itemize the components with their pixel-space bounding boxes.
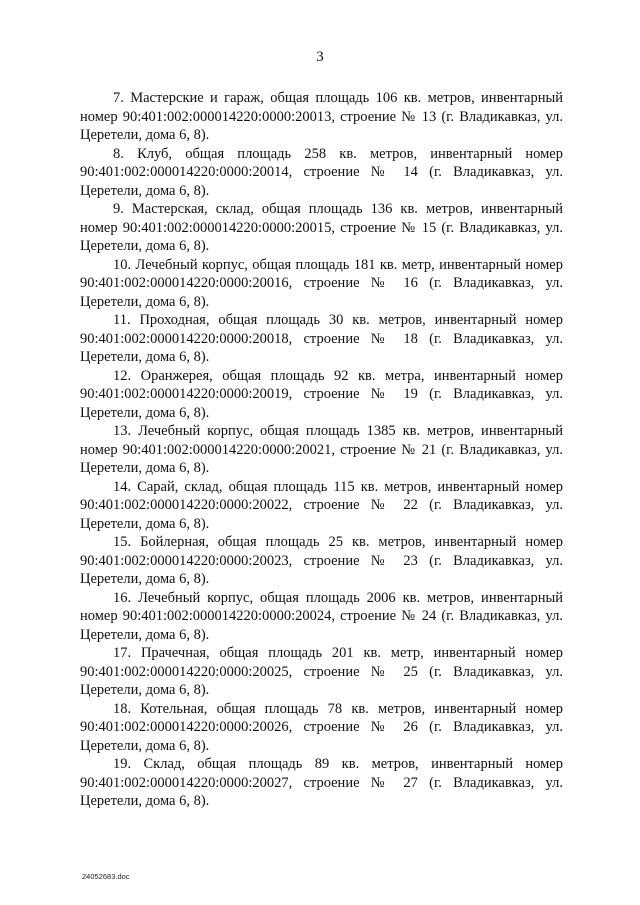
property-list — [80, 89, 563, 811]
list-item: 17. Прачечная, общая площадь 201 кв. метр, инвентарный номер 90:401:002:000014220:0000:20025, строение № 25 (г. Владикавказ, ул. Церетели, дома 6, 8). — [80, 645, 563, 698]
list-item: 18. Котельная, общая площадь 78 кв. метров, инвентарный номер 90:401:002:000014220:0000:20026, строение № 26 (г. Владикавказ, ул. Церетели, дома 6, 8). — [80, 700, 563, 754]
list-item: 8. Клуб, общая площадь 258 кв. метров, инвентарный номер 90:401:002:000014220:0000:20014, строение № 14 (г. Владикавказ, ул. Церетели, дома 6, 8). — [80, 145, 563, 199]
list-item: 16. Лечебный корпус, общая площадь 2006 кв. метров, инвентарный номер 90:401:002:000014220:0000:20024, строение № 24 (г. Владикавказ, ул. Церетели, дома 6, 8). — [80, 589, 563, 643]
list-item: 15. Бойлерная, общая площадь 25 кв. метров, инвентарный номер 90:401:002:000014220:0000:20023, строение № 23 (г. Владикавказ, ул. Церетели, дома 6, 8). — [80, 534, 563, 587]
list-item: 14. Сарай, склад, общая площадь 115 кв. метров, инвентарный номер 90:401:002:000014220:0000:20022, строение № 22 (г. Владикавказ, ул. Церетели, дома 6, 8). — [80, 478, 563, 532]
list-item: 13. Лечебный корпус, общая площадь 1385 кв. метров, инвентарный номер 90:401:002:000014220:0000:20021, строение № 21 (г. Владикавказ, ул. Церетели, дома 6, 8). — [80, 423, 563, 476]
list-item: 10. Лечебный корпус, общая площадь 181 кв. метр, инвентарный номер 90:401:002:000014220:0000:20016, строение № 16 (г. Владикавказ, ул. Церетели, дома 6, 8). — [80, 256, 563, 310]
list-item: 7. Мастерские и гараж, общая площадь 106 кв. метров, инвентарный номер 90:401:002:000014220:0000:20013, строение № 13 (г. Владикавказ, ул. Церетели, дома 6, 8). — [80, 90, 563, 143]
page-number: 3 — [316, 49, 324, 65]
list-item: 12. Оранжерея, общая площадь 92 кв. метра, инвентарный номер 90:401:002:000014220:0000:20019, строение № 19 (г. Владикавказ, ул. Церетели, дома 6, 8). — [80, 367, 563, 421]
list-item: 19. Склад, общая площадь 89 кв. метров, инвентарный номер 90:401:002:000014220:0000:20027, строение № 27 (г. Владикавказ, ул. Церетели, дома 6, 8). — [80, 756, 563, 809]
document-filename: 24052683.doc — [82, 872, 130, 881]
list-item: 9. Мастерская, склад, общая площадь 136 кв. метров, инвентарный номер 90:401:002:000014220:0000:20015, строение № 15 (г. Владикавказ, ул. Церетели, дома 6, 8). — [80, 201, 563, 254]
list-item: 11. Проходная, общая площадь 30 кв. метров, инвентарный номер 90:401:002:000014220:0000:20018, строение № 18 (г. Владикавказ, ул. Церетели, дома 6, 8). — [80, 312, 563, 365]
